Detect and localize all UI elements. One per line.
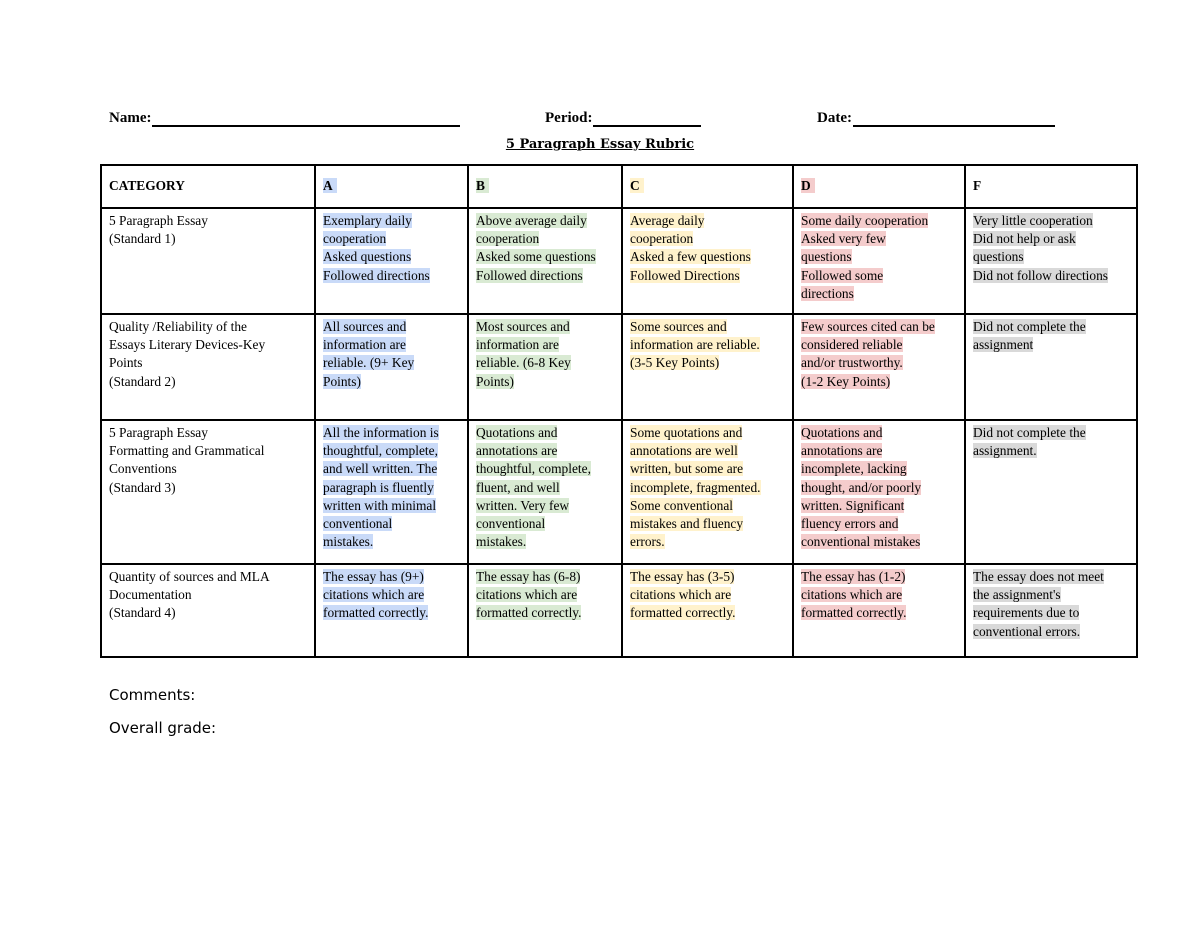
grade-a-text: Exemplary daily cooperation Asked questions Followed directions <box>323 213 430 283</box>
category-text: Quality /Reliability of the Essays Literary Devices-Key Points (Standard 2) <box>109 319 266 389</box>
header-grade-f-label: F <box>973 177 982 193</box>
grade-f-cell <box>965 564 1137 657</box>
grade-b-text: Above average daily cooperation Asked some questions Followed directions <box>476 213 596 283</box>
rubric-title <box>0 137 1200 152</box>
grade-a-text: All the information is thoughtful, complete, and well written. The paragraph is fluently written with minimal conventional mistakes. <box>323 425 439 550</box>
grade-c-text: Some quotations and annotations are well written, but some are incomplete, fragmented. Some conventional mistakes and fluency errors. <box>630 425 761 550</box>
rubric-table <box>100 164 1138 658</box>
student-info-header <box>109 108 1069 130</box>
header-grade-d-label: D <box>801 178 815 193</box>
overall-grade-label: Overall grade: <box>109 719 217 737</box>
header-category-label: CATEGORY <box>109 177 185 193</box>
grade-d-cell <box>793 208 965 314</box>
period-blank-line[interactable] <box>593 108 701 127</box>
grade-f-cell <box>965 208 1137 314</box>
grade-c-cell <box>622 564 793 657</box>
header-grade-c-label: C <box>630 178 644 193</box>
grade-d-text: The essay has (1-2) citations which are formatted correctly. <box>801 569 907 621</box>
period-field <box>545 108 701 127</box>
header-grade-c <box>622 165 793 208</box>
grade-d-text: Some daily cooperation Asked very few questions Followed some directions <box>801 213 929 301</box>
grade-a-text: All sources and information are reliable. (9+ Key Points) <box>323 319 415 389</box>
grade-c-text: Average daily cooperation Asked a few questions Followed Directions <box>630 213 751 283</box>
category-text: 5 Paragraph Essay Formatting and Grammatical Conventions (Standard 3) <box>109 425 265 495</box>
name-label: Name: <box>109 110 152 126</box>
header-grade-d <box>793 165 965 208</box>
grade-c-text: Some sources and information are reliable. (3-5 Key Points) <box>630 319 760 371</box>
category-text: Quantity of sources and MLA Documentation (Standard 4) <box>109 569 270 621</box>
date-field <box>817 108 1055 127</box>
date-blank-line[interactable] <box>853 108 1055 127</box>
grade-b-cell <box>468 314 622 420</box>
name-blank-line[interactable] <box>152 108 460 127</box>
header-grade-b-label: B <box>476 178 489 193</box>
grade-d-cell <box>793 314 965 420</box>
header-grade-f <box>965 165 1137 208</box>
grade-d-text: Quotations and annotations are incomplete, lacking thought, and/or poorly written. Significant fluency errors and conventional mistakes <box>801 425 922 550</box>
grade-c-cell <box>622 314 793 420</box>
category-cell <box>101 208 315 314</box>
grade-f-text: The essay does not meet the assignment's requirements due to conventional errors. <box>973 569 1104 639</box>
grade-c-cell <box>622 208 793 314</box>
header-grade-a <box>315 165 468 208</box>
grade-a-cell <box>315 208 468 314</box>
grade-d-text: Few sources cited can be considered reliable and/or trustworthy. (1-2 Key Points) <box>801 319 935 389</box>
category-cell <box>101 314 315 420</box>
grade-b-text: The essay has (6-8) citations which are formatted correctly. <box>476 569 582 621</box>
grade-a-cell <box>315 420 468 564</box>
header-category <box>101 165 315 208</box>
grade-b-text: Most sources and information are reliable. (6-8 Key Points) <box>476 319 571 389</box>
grade-b-text: Quotations and annotations are thoughtful, complete, fluent, and well written. Very few conventional mistakes. <box>476 425 591 550</box>
comments-label: Comments: <box>109 686 196 704</box>
category-text: 5 Paragraph Essay (Standard 1) <box>109 213 208 247</box>
grade-b-cell <box>468 208 622 314</box>
grade-f-text: Very little cooperation Did not help or ask questions Did not follow directions <box>973 213 1109 283</box>
period-label: Period: <box>545 110 593 126</box>
grade-b-cell <box>468 564 622 657</box>
grade-f-cell <box>965 314 1137 420</box>
grade-a-text: The essay has (9+) citations which are formatted correctly. <box>323 569 429 621</box>
rubric-header-row <box>101 165 1137 208</box>
header-grade-b <box>468 165 622 208</box>
grade-a-cell <box>315 314 468 420</box>
grade-c-cell <box>622 420 793 564</box>
table-row <box>101 420 1137 564</box>
table-row <box>101 564 1137 657</box>
header-grade-a-label: A <box>323 178 337 193</box>
grade-f-text: Did not complete the assignment. <box>973 425 1086 459</box>
grade-a-cell <box>315 564 468 657</box>
rubric-title-text: 5 Paragraph Essay Rubric <box>505 137 695 152</box>
table-row <box>101 208 1137 314</box>
table-row <box>101 314 1137 420</box>
grade-d-cell <box>793 420 965 564</box>
name-field <box>109 108 460 127</box>
category-cell <box>101 420 315 564</box>
grade-b-cell <box>468 420 622 564</box>
grade-f-cell <box>965 420 1137 564</box>
category-cell <box>101 564 315 657</box>
date-label: Date: <box>817 110 852 126</box>
grade-f-text: Did not complete the assignment <box>973 319 1086 353</box>
grade-d-cell <box>793 564 965 657</box>
grade-c-text: The essay has (3-5) citations which are formatted correctly. <box>630 569 736 621</box>
